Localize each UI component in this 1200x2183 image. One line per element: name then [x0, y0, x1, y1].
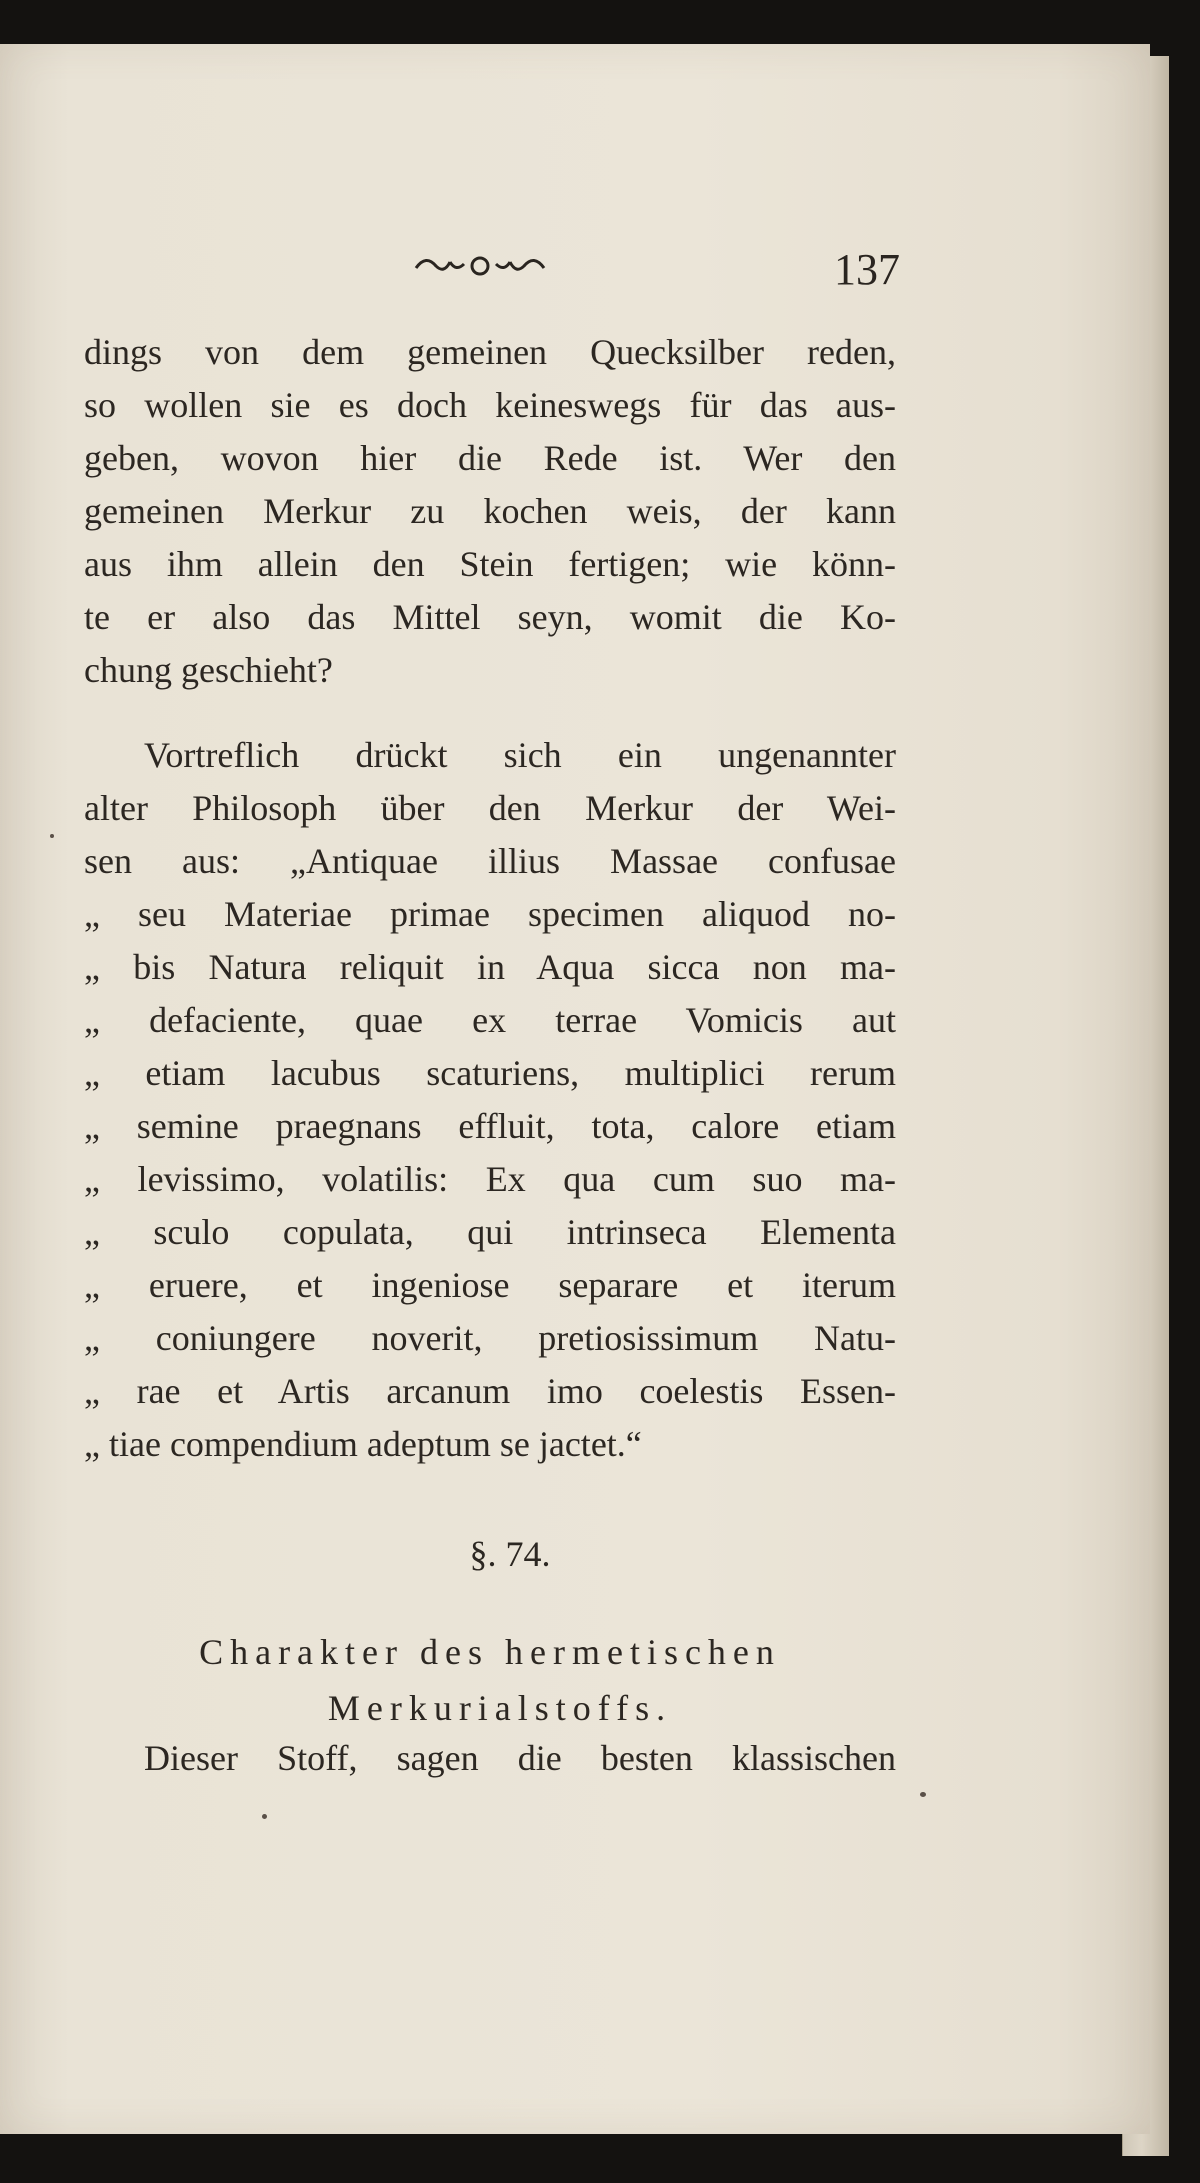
section-number: §. 74. [469, 1534, 551, 1574]
text-line: Vortreflich drückt sich ein ungenannter [144, 735, 896, 775]
paragraph-1 [84, 326, 896, 697]
text-line: so wollen sie es doch keineswegs für das aus- [84, 385, 896, 425]
ornament-icon [410, 244, 550, 284]
section-title [84, 1624, 896, 1736]
text-line: „ etiam lacubus scaturiens, multiplici rerum [84, 1053, 896, 1093]
paragraph-3 [84, 1732, 896, 1785]
main-text [84, 326, 896, 1471]
text-line: „ semine praegnans effluit, tota, calore etiam [84, 1106, 896, 1146]
text-line: „ eruere, et ingeniose separare et iterum [84, 1265, 896, 1305]
paper-speck [262, 1814, 267, 1819]
text-line: chung geschieht? [84, 650, 333, 690]
text-line: „ bis Natura reliquit in Aqua sicca non ma- [84, 947, 896, 987]
text-line: „ defaciente, quae ex terrae Vomicis aut [84, 1000, 896, 1040]
paper-speck [50, 834, 54, 838]
section-title-line-1: Charakter des hermetischen [199, 1632, 781, 1672]
text-line: geben, wovon hier die Rede ist. Wer den [84, 438, 896, 478]
text-line: „ levissimo, volatilis: Ex qua cum suo ma- [84, 1159, 896, 1199]
page-number: 137 [834, 245, 900, 294]
paper-speck [920, 1792, 926, 1797]
text-line: Dieser Stoff, sagen die besten klassischen [144, 1738, 896, 1778]
text-line: alter Philosoph über den Merkur der Wei- [84, 788, 896, 828]
text-line: „ sculo copulata, qui intrinseca Elementa [84, 1212, 896, 1252]
text-line: „ tiae compendium adeptum se jactet.“ [84, 1424, 642, 1464]
text-line: „ coniungere noverit, pretiosissimum Natu- [84, 1318, 896, 1358]
text-line: „ seu Materiae primae specimen aliquod no- [84, 894, 896, 934]
text-line: gemeinen Merkur zu kochen weis, der kann [84, 491, 896, 531]
book-page [0, 44, 1150, 2134]
text-line: aus ihm allein den Stein fertigen; wie könn- [84, 544, 896, 584]
section-title-line-2: Merkurialstoffs. [327, 1688, 673, 1728]
text-line: dings von dem gemeinen Quecksilber reden, [84, 332, 896, 372]
section-heading [84, 1524, 896, 1736]
text-line: te er also das Mittel seyn, womit die Ko- [84, 597, 896, 637]
text-line: „ rae et Artis arcanum imo coelestis Essen- [84, 1371, 896, 1411]
page-header [80, 244, 900, 304]
text-line: sen aus: „Antiquae illius Massae confusae [84, 841, 896, 881]
paragraph-2 [84, 729, 896, 1471]
